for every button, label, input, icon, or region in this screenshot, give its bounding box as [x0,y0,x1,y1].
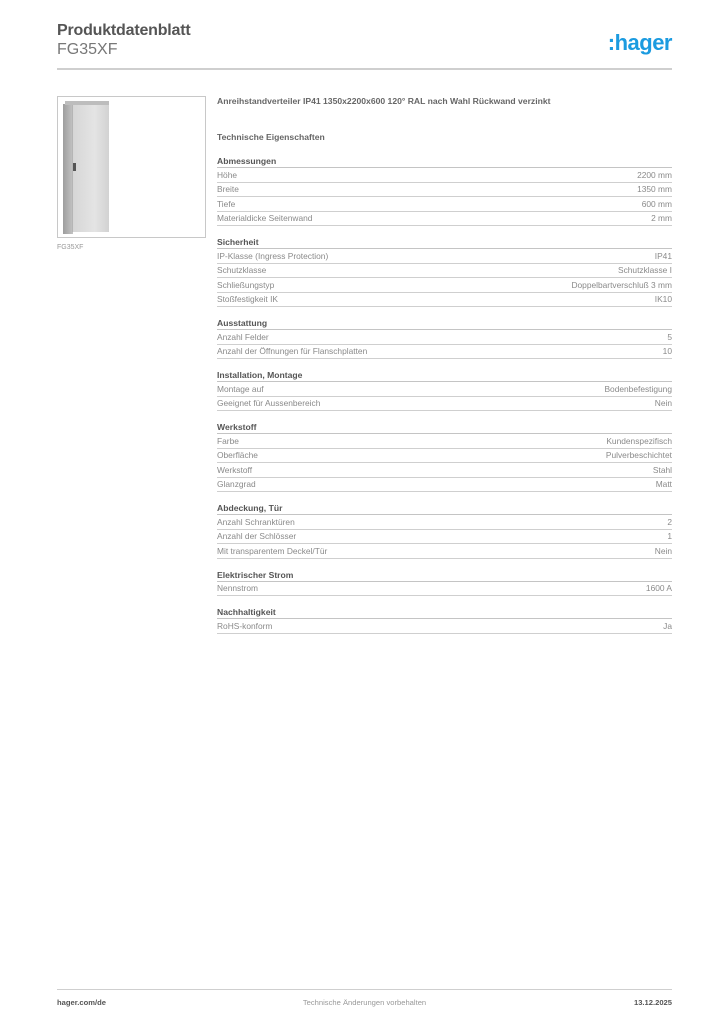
section-elektrischer-strom [217,569,672,597]
spec-label: Tiefe [217,198,236,209]
section-installation-montage [217,369,672,411]
spec-value: Doppelbartverschluß 3 mm [571,279,672,290]
spec-label: Anzahl Felder [217,331,269,342]
spec-value: Schutzklasse I [618,265,672,276]
hager-logo: :hager [607,30,672,55]
document-title: Produktdatenblatt [57,22,191,39]
spec-value: Pulverbeschichtet [605,450,672,461]
article-number: FG35XF [57,41,118,58]
spec-row [217,197,672,212]
spec-label: Schließungstyp [217,279,275,290]
spec-value: 1600 A [645,583,672,594]
section-abdeckung-tuer [217,502,672,559]
spec-label: Mit transparentem Deckel/Tür [217,545,328,556]
spec-value: Kundenspezifisch [606,435,672,446]
section-werkstoff [217,421,672,492]
spec-row [217,397,672,412]
spec-row [217,515,672,530]
door-handle-icon [73,163,76,171]
spec-label: Anzahl der Schlösser [217,531,297,542]
spec-row [217,530,672,545]
section-ausstattung [217,317,672,359]
spec-row [217,619,672,634]
spec-label: Werkstoff [217,464,253,475]
footer-divider [57,989,672,990]
spec-content [217,95,672,634]
spec-label: Geeignet für Aussenbereich [217,398,321,409]
section-title: Abdeckung, Tür [217,502,672,515]
section-abmessungen [217,155,672,226]
spec-label: Anzahl der Öffnungen für Flanschplatten [217,346,368,357]
section-nachhaltigkeit [217,606,672,634]
spec-value: Stahl [652,464,672,475]
spec-label: Farbe [217,435,239,446]
section-title: Elektrischer Strom [217,569,672,582]
spec-row [217,293,672,308]
spec-value: Ja [663,620,672,631]
image-caption: FG35XF [57,244,84,251]
spec-row [217,330,672,345]
page-header [57,22,672,70]
spec-label: Stoßfestigkeit IK [217,294,278,305]
section-title: Nachhaltigkeit [217,606,672,619]
spec-row [217,544,672,559]
spec-label: Oberfläche [217,450,258,461]
spec-label: Anzahl Schranktüren [217,516,295,527]
product-image [57,96,206,238]
spec-value: 5 [667,331,672,342]
spec-label: Höhe [217,169,238,180]
spec-value: 1350 mm [637,184,672,195]
footer-disclaimer: Technische Änderungen vorbehalten [302,998,427,1007]
footer-date: 13.12.2025 [633,998,672,1007]
spec-label: RoHS-konform [217,620,273,631]
technical-properties-heading: Technische Eigenschaften [217,132,325,142]
spec-value: IK10 [654,294,672,305]
spec-value: Nein [654,545,672,556]
footer-website-link[interactable]: hager.com/de [57,998,106,1007]
spec-row [217,212,672,227]
spec-label: Nennstrom [217,583,258,594]
page-footer [57,998,672,1010]
spec-label: IP-Klasse (Ingress Protection) [217,250,329,261]
section-title: Sicherheit [217,236,672,249]
spec-row [217,183,672,198]
spec-value: Nein [654,398,672,409]
spec-row [217,382,672,397]
spec-value: 2 mm [651,213,672,224]
spec-value: 600 mm [641,198,672,209]
spec-row [217,434,672,449]
floor-standing-cabinet-icon [63,101,109,234]
spec-value: 10 [662,346,672,357]
spec-label: Schutzklasse [217,265,267,276]
spec-row [217,278,672,293]
spec-row [217,478,672,493]
spec-row [217,249,672,264]
spec-row [217,463,672,478]
spec-row [217,449,672,464]
spec-label: Materialdicke Seitenwand [217,213,313,224]
spec-value: Bodenbefestigung [604,383,672,394]
spec-label: Breite [217,184,239,195]
spec-value: Matt [655,479,672,490]
section-title: Werkstoff [217,421,672,434]
section-title: Ausstattung [217,317,672,330]
spec-label: Montage auf [217,383,264,394]
header-divider [57,68,672,70]
spec-value: IP41 [654,250,672,261]
spec-value: 2 [667,516,672,527]
spec-row [217,582,672,597]
spec-row [217,168,672,183]
section-sicherheit [217,236,672,307]
spec-label: Glanzgrad [217,479,256,490]
product-description: Anreihstandverteiler IP41 1350x2200x600 120° RAL nach Wahl Rückwand verzinkt [217,96,551,106]
section-title: Abmessungen [217,155,672,168]
spec-value: 2200 mm [637,169,672,180]
spec-value: 1 [667,531,672,542]
section-title: Installation, Montage [217,369,672,382]
spec-row [217,345,672,360]
spec-row [217,264,672,279]
